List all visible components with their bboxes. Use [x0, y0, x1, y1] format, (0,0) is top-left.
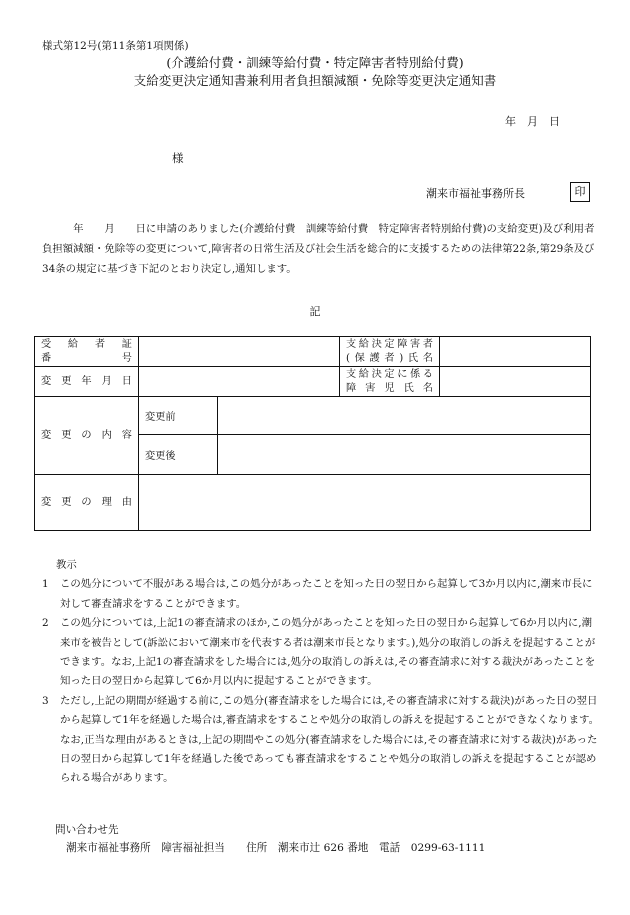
notes-heading: 教示	[56, 559, 77, 571]
table-row	[35, 337, 591, 367]
table-row	[35, 367, 591, 397]
record-label: 記	[309, 305, 321, 318]
issuer-name: 潮来市福祉事務所長	[426, 187, 525, 200]
change-date-label: 変更年月日	[35, 367, 139, 397]
contact-heading: 問い合わせ先	[55, 824, 119, 836]
addressee-suffix: 様	[172, 151, 184, 165]
list-item: 3 ただし,上記の期間が経過する前に,この処分(審査請求をした場合には,その審査請求に対する裁決)があった日の翌日から起算して1年を経過した場合は,審査請求をすることや処分の取消しの訴えを提起することができなくなります。なお,正当な理由があるときは,上記の期間やこの処分(審査請求をした場合には,その審査請求に対する裁決)があった日の翌日から起算して1年を経過した後であっても審査請求をすることや処分の取消しの訴えを提起することが認められる場合があります。	[42, 694, 599, 785]
recipient-number-field[interactable]	[139, 337, 340, 367]
seal-box: 印	[570, 182, 590, 202]
change-reason-field[interactable]	[139, 475, 591, 531]
table-row	[35, 475, 591, 531]
guardian-name-label: 支給決定障害者 (保護者)氏名	[340, 337, 440, 367]
guardian-name-field[interactable]	[440, 337, 591, 367]
document-title-line2: 支給変更決定通知書兼利用者負担額減額・免除等変更決定通知書	[133, 73, 497, 88]
after-label: 変更後	[139, 435, 218, 475]
recipient-number-label: 受給者証 番号	[35, 337, 139, 367]
list-item: 1 この処分について不服がある場合は,この処分があったことを知った日の翌日から起算して3か月以内に,潮来市長に対して審査請求をすることができます。	[42, 578, 593, 610]
change-content-label: 変更の内容	[35, 397, 139, 475]
instruction-notes	[42, 556, 602, 789]
before-field[interactable]	[218, 397, 591, 435]
change-reason-label: 変更の理由	[35, 475, 139, 531]
after-field[interactable]	[218, 435, 591, 475]
body-paragraph: 年 月 日に申請のありました(介護給付費 訓練等給付費 特定障害者特別給付費)の支給変更)及び利用者負担額減額・免除等の変更について,障害者の日常生活及び社会生活を総合的に支援するための法律第22条,第29条及び34条の規定に基づき下記のとおり決定し,通知します。	[42, 223, 595, 275]
contact-line: 潮来市福祉事務所 障害福祉担当 住所 潮来市辻 626 番地 電話 0299-63-1111	[66, 842, 486, 854]
list-item: 2 この処分については,上記1の審査請求のほか,この処分があったことを知った日の翌日から起算して6か月以内に,潮来市を被告として(訴訟において潮来市を代表する者は潮来市長となります。),処分の取消しの訴えを提起することができます。なお,上記1の審査請求をした場合には,処分の取消しの訴えは,その審査請求に対する裁決があったことを知った日の翌日から起算して6か月以内に提起することができます。	[42, 617, 596, 688]
change-date-field[interactable]	[139, 367, 340, 397]
child-name-label: 支給決定に係る 障害児氏名	[340, 367, 440, 397]
decision-table	[34, 336, 591, 531]
form-number: 様式第12号(第11条第1項関係)	[42, 40, 189, 52]
before-label: 変更前	[139, 397, 218, 435]
document-title-line1: (介護給付費・訓練等給付費・特定障害者特別給付費)	[166, 55, 464, 70]
child-name-field[interactable]	[440, 367, 591, 397]
date-line: 年 月 日	[505, 115, 560, 128]
table-row	[35, 397, 591, 435]
